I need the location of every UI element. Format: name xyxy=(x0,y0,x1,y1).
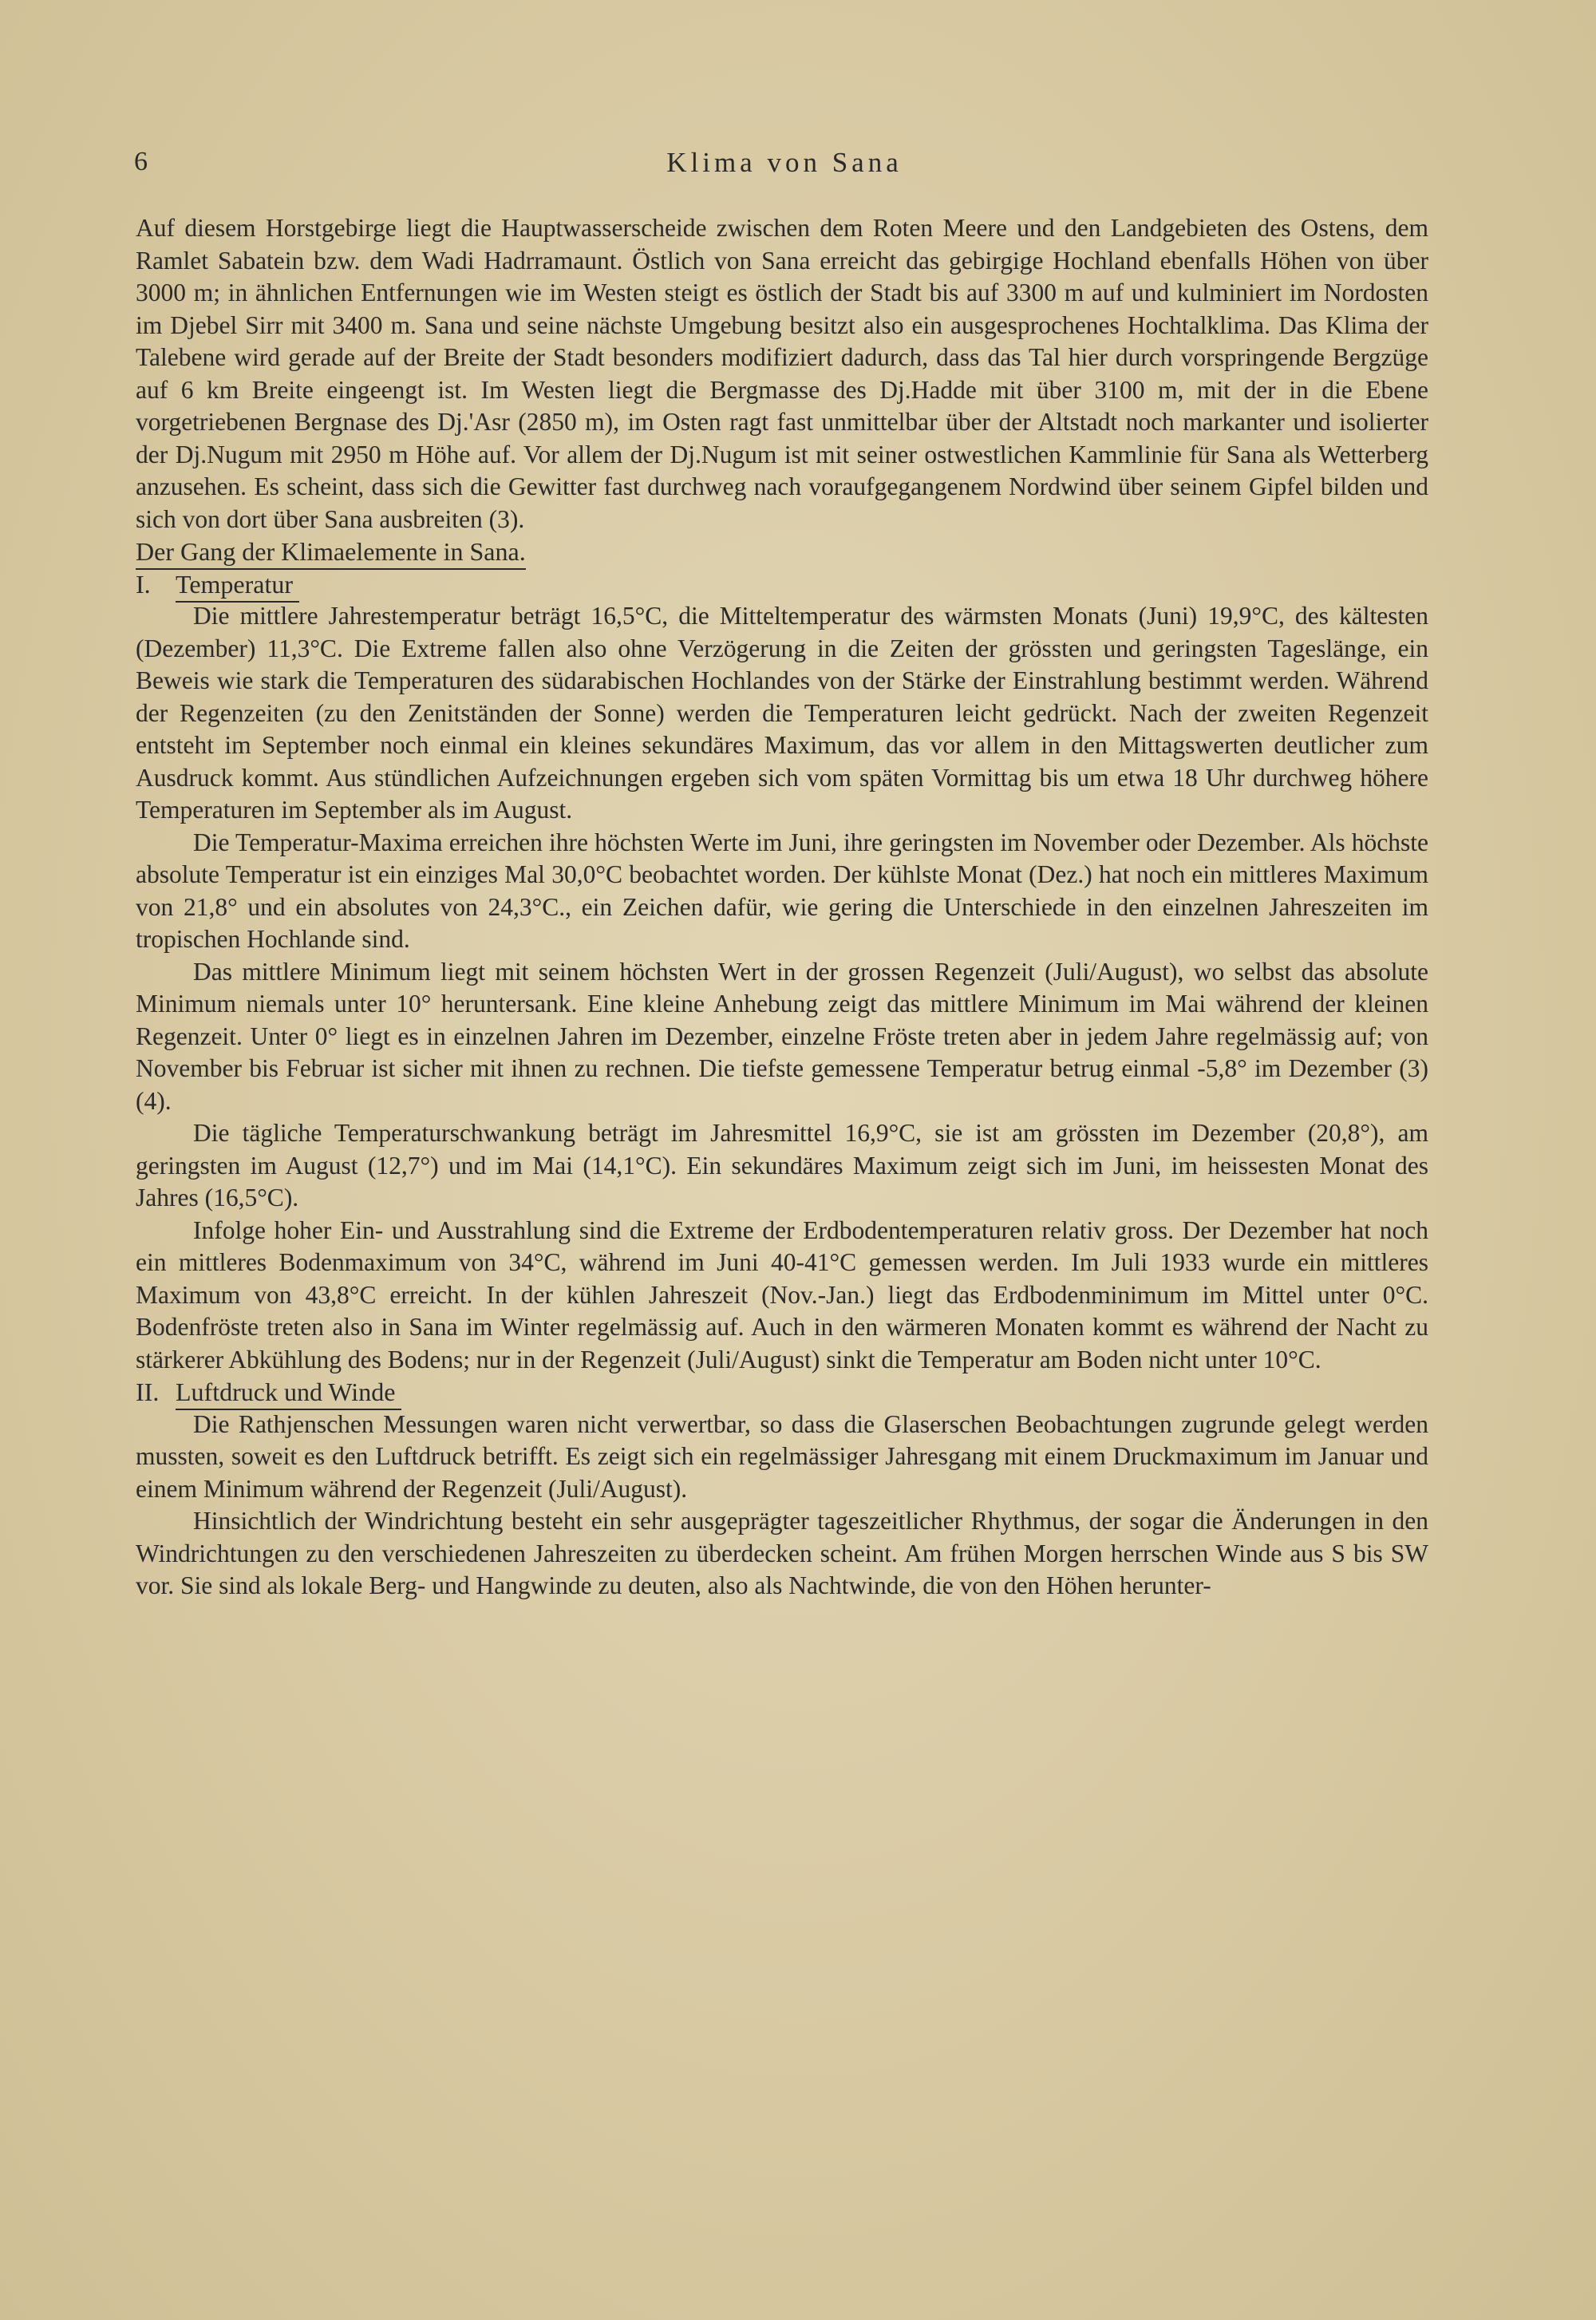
main-heading-text: Der Gang der Klimaelemente in Sana. xyxy=(136,537,526,570)
section-title: Temperatur xyxy=(176,570,299,603)
running-title: Klima von Sana xyxy=(666,147,903,178)
luftdruck-paragraph-1: Die Rathjenschen Messungen waren nicht verwertbar, so dass die Glaserschen Beobachtungen zugrunde gelegt werden mussten, soweit es den Luftdruck betrifft. Es zeigt sich ein regelmässiger Jahresgang mit einem Druckmaximum im Januar und einem Minimum während der Regenzeit (Juli/August). xyxy=(136,1409,1428,1503)
page-number: 6 xyxy=(134,147,148,176)
main-heading xyxy=(136,536,1428,568)
body-text xyxy=(136,212,1428,1603)
temperatur-paragraph-3: Das mittlere Minimum liegt mit seinem höchsten Wert in der grossen Regenzeit (Juli/August), wo selbst das absolute Minimum niemals unter 10° heruntersank. Eine kleine Anhebung zeigt das mittlere Minimum im Mai während der kleinen Regenzeit. Unter 0° liegt es in einzelnen Jahren im Dezember, einzelne Fröste treten aber in jedem Jahre regelmässig auf; von November bis Februar ist sicher mit ihnen zu rechnen. Die tiefste gemessene Temperatur betrug einmal -5,8° im Dezember (3) (4). xyxy=(136,957,1428,1115)
temperatur-paragraph-1: Die mittlere Jahrestemperatur beträgt 16,5°C, die Mitteltemperatur des wärmsten Monats (Juni) 19,9°C, des kältesten (Dezember) 11,3°C. Die Extreme fallen also ohne Verzögerung in die Zeiten der grössten und geringsten Tageslänge, ein Beweis wie stark die Temperaturen des südarabischen Hochlandes von der Stärke der Einstrahlung bestimmt werden. Während der Regenzeiten (zu den Zenitständen der Sonne) werden die Temperaturen leicht gedrückt. Nach der zweiten Regenzeit entsteht im September noch einmal ein kleines sekundäres Maximum, das vor allem in den Mittagswerten deutlicher zum Ausdruck kommt. Aus stündlichen Aufzeichnungen ergeben sich vom späten Vormittag bis um etwa 18 Uhr durchweg höhere Temperaturen im September als im August. xyxy=(136,602,1428,824)
section-title: Luftdruck und Winde xyxy=(176,1377,401,1410)
section-heading-temperatur xyxy=(136,568,1428,601)
section-heading-luftdruck xyxy=(136,1376,1428,1409)
intro-paragraph: Auf diesem Horstgebirge liegt die Hauptwasserscheide zwischen dem Roten Meere und den Landgebieten des Ostens, dem Ramlet Sabatein bzw. dem Wadi Hadrramaunt. Östlich von Sana erreicht das gebirgige Hochland ebenfalls Höhen von über 3000 m; in ähnlichen Entfernungen wie im Westen steigt es östlich der Stadt bis auf 3300 m auf und kulminiert im Nordosten im Djebel Sirr mit 3400 m. Sana und seine nächste Umgebung besitzt also ein ausgesprochenes Hochtalklima. Das Klima der Talebene wird gerade auf der Breite der Stadt besonders modifiziert dadurch, dass das Tal hier durch vorspringende Bergzüge auf 6 km Breite eingeengt ist. Im Westen liegt die Bergmasse des Dj.Hadde mit über 3100 m, mit der in die Ebene vorgetriebenen Bergnase des Dj.'Asr (2850 m), im Osten ragt fast unmittelbar über der Altstadt noch markanter und isolierter der Dj.Nugum mit 2950 m Höhe auf. Vor allem der Dj.Nugum ist mit seiner ostwestlichen Kammlinie für Sana als Wetterberg anzusehen. Es scheint, dass sich die Gewitter fast durchweg nach voraufgegangenem Nordwind über seinem Gipfel bilden und sich von dort über Sana ausbreiten (3). xyxy=(136,214,1428,533)
temperatur-paragraph-2: Die Temperatur-Maxima erreichen ihre höchsten Werte im Juni, ihre geringsten im November oder Dezember. Als höchste absolute Temperatur ist ein einziges Mal 30,0°C beobachtet worden. Der kühlste Monat (Dez.) hat noch ein mittleres Maximum von 21,8° und ein absolutes von 24,3°C., ein Zeichen dafür, wie gering die Unterschiede in den einzelnen Jahreszeiten im tropischen Hochlande sind. xyxy=(136,828,1428,953)
page-header xyxy=(134,147,1435,187)
temperatur-paragraph-5: Infolge hoher Ein- und Ausstrahlung sind die Extreme der Erdbodentemperaturen relativ gross. Der Dezember hat noch ein mittleres Bodenmaximum von 34°C, während im Juni 40-41°C gemessen werden. Im Juli 1933 wurde ein mittleres Maximum von 43,8°C erreicht. In der kühlen Jahreszeit (Nov.-Jan.) liegt das Erdbodenminimum im Mittel unter 0°C. Bodenfröste treten also in Sana im Winter regelmässig auf. Auch in den wärmeren Monaten kommt es während der Nacht zu stärkerer Abkühlung des Bodens; nur in der Regenzeit (Juli/August) sinkt die Temperatur am Boden nicht unter 10°C. xyxy=(136,1215,1428,1373)
temperatur-paragraph-4: Die tägliche Temperaturschwankung beträgt im Jahresmittel 16,9°C, sie ist am grössten im Dezember (20,8°), am geringsten im August (12,7°) und im Mai (14,1°C). Ein sekundäres Maximum zeigt sich im Juni, im heissesten Monat des Jahres (16,5°C). xyxy=(136,1119,1428,1211)
luftdruck-paragraph-2: Hinsichtlich der Windrichtung besteht ein sehr ausgeprägter tageszeitlicher Rhythmus, der sogar die Änderungen in den Windrichtungen zu den verschiedenen Jahreszeiten zu überdecken scheint. Am frühen Morgen herrschen Winde aus S bis SW vor. Sie sind als lokale Berg- und Hangwinde zu deuten, also als Nachtwinde, die von den Höhen herunter- xyxy=(136,1507,1428,1599)
section-number: II. xyxy=(136,1377,160,1406)
section-number: I. xyxy=(136,569,151,599)
